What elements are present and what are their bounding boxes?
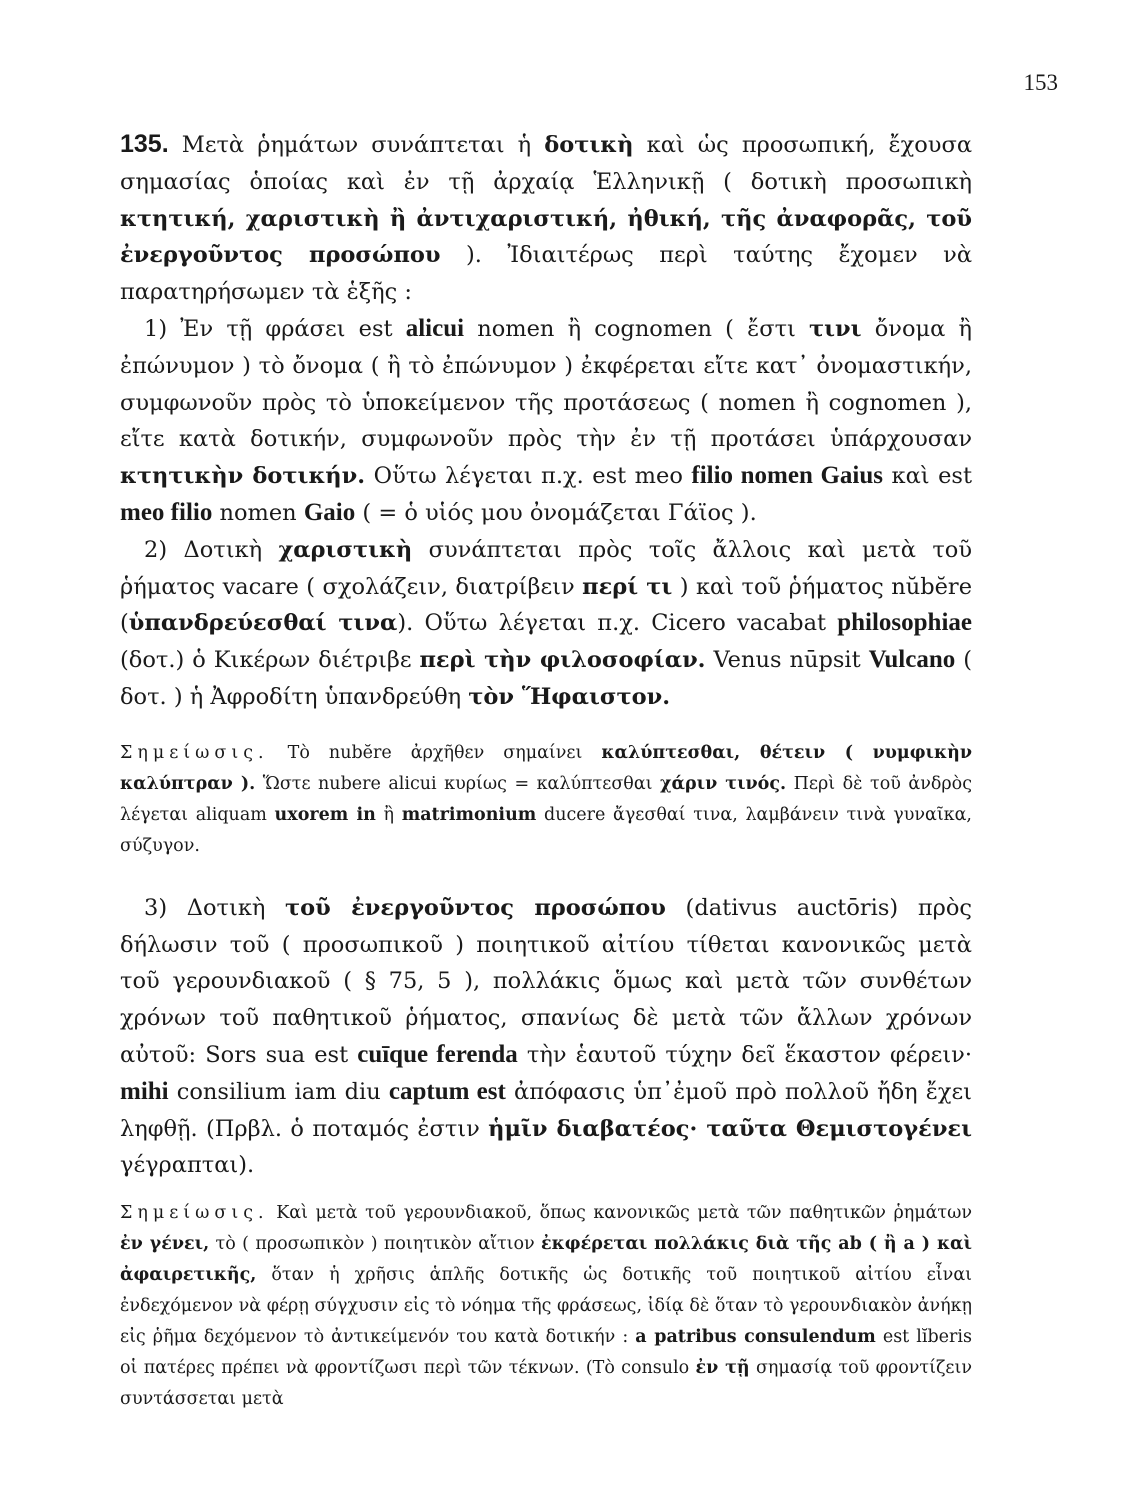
paragraph-3 [120, 890, 972, 1184]
bold-term: a patribus consulendum [635, 1327, 876, 1348]
text-run: (δοτ.) ὁ Κικέρων διέτριβε [120, 647, 420, 674]
bold-term: τὸν Ἥφαιστον. [468, 683, 671, 710]
text-run: Ὥστε nubere alicui κυρίως = καλύπτεσθαι [255, 773, 661, 794]
text-run: Τὸ nubĕre ἀρχῆθεν σημαίνει [268, 742, 602, 763]
text-run: Περὶ δὲ τοῦ ἀνδρὸς λέγεται aliquam [120, 773, 973, 825]
text-run: est lĭberis οἱ πατέρες πρέπει νὰ φροντίζωσι περὶ τῶν τέκνων. (Τὸ consulo [120, 1327, 972, 1379]
bold-term: cuīque ferenda [357, 1040, 518, 1068]
bold-term: χάριν τινός. [660, 773, 787, 794]
text-run: ducere ἄγεσθαί τινα, λαμβάνειν τινὰ γυναῖκα, σύζυγον. [120, 804, 972, 856]
note-2 [120, 1198, 972, 1415]
main-text [120, 126, 972, 716]
bold-term: alicui [405, 314, 465, 342]
bold-term: κτητική, χαριστικὴ ἢ ἀντιχαριστική, ἠθική, τῆς ἀναφορᾶς, τοῦ ἐνεργοῦντος προσώπου [120, 205, 972, 269]
text-run: γέγραπται). [120, 1152, 255, 1179]
text-run: Καὶ μετὰ τοῦ γερουνδιακοῦ, ὅπως κανονικῶς μετὰ τῶν παθητικῶν ῥημάτων [268, 1203, 972, 1224]
bold-term: χαριστικὴ [278, 536, 413, 563]
note-1 [120, 738, 972, 862]
bold-term: ἐν γένει, [120, 1234, 210, 1255]
text-run: consilium iam diu [168, 1078, 389, 1105]
paragraph-1 [120, 311, 972, 532]
text-run: ὄνομα ἢ ἐπώνυμον ) τὸ ὄνομα ( ἢ τὸ ἐπώνυμον ) ἐκφέρεται εἴτε κατ᾽ ὀνομαστικήν, συμφωνοῦν πρὸς τὸ ὑποκείμενον τῆς προτάσεως ( nomen ἢ cognomen ), εἴτε κατὰ δοτικήν, συμφωνοῦν πρὸς τὴν ἐν τῇ προτάσει ὑπάρχουσαν [120, 315, 972, 453]
text-run: 1) Ἐν τῇ φράσει est [144, 315, 406, 342]
page-number: 153 [1023, 70, 1058, 95]
bold-term: καλύπτεσθαι, θέτειν ( νυμφικὴν καλύπτραν ). [120, 742, 972, 794]
bold-term: matrimonium [401, 804, 537, 825]
bold-term: mihi [120, 1077, 169, 1105]
text-run: τὸ ( προσωπικὸν ) ποιητικὸν αἴτιον [209, 1234, 542, 1255]
text-run: Μετὰ ῥημάτων συνάπτεται ἡ [181, 132, 545, 158]
note-heading: Σημείωσις. [120, 742, 269, 763]
bold-term: uxorem in [274, 804, 376, 825]
bold-term: ἐν τῇ [695, 1358, 750, 1379]
bold-term: ὑπανδρεύεσθαί τινα [128, 610, 398, 637]
text-run: ὅταν ἡ χρῆσις ἁπλῆς δοτικῆς ὡς δοτικῆς τοῦ ποιητικοῦ αἰτίου εἶναι ἐνδεχόμενον νὰ φέρῃ σύγχυσιν εἰς τὸ νόημα τῆς φράσεως, ἰδίᾳ δὲ ὅταν τὸ γερουνδιακὸν ἀνήκῃ εἰς ῥῆμα δεχόμενον τὸ ἀντικείμενόν του κατὰ δοτικήν : [120, 1265, 972, 1348]
paragraph-2 [120, 532, 972, 716]
bold-term: meo filio [120, 498, 213, 526]
text-run: ( δοτ. ) ἡ Ἀφροδίτη ὑπανδρεύθη [120, 647, 972, 710]
bold-term: Gaio [303, 498, 356, 526]
text-run: ἢ [375, 804, 402, 825]
text-run: ). Ἰδιαιτέρως περὶ ταύτης ἔχομεν νὰ παρατηρήσωμεν τὰ ἑξῆς : [120, 242, 973, 306]
bold-term: περί τι [582, 573, 673, 600]
text-run: Venus nūpsit [705, 647, 869, 674]
bold-term: τινι [809, 315, 862, 342]
text-column [120, 126, 972, 1415]
bold-term: filio nomen Gaius [691, 462, 883, 490]
bold-term: περὶ τὴν φιλοσοφίαν. [419, 647, 706, 674]
main-text-2 [120, 890, 972, 1184]
bold-term: Vulcano [868, 646, 956, 674]
text-run: 2) Δοτικὴ [144, 536, 279, 563]
section-number: 135. [120, 130, 169, 158]
text-run: 3) Δοτικὴ [144, 894, 286, 921]
text-run: nomen ἢ cognomen ( ἔστι [464, 315, 810, 342]
paragraph-intro [120, 126, 972, 311]
bold-term: ἐκφέρεται πολλάκις διὰ τῆς ab ( ἢ a ) καὶ ἀφαιρετικῆς, [120, 1234, 972, 1286]
text-run: ( = ὁ υἱός μου ὀνομάζεται Γάϊος ). [355, 499, 757, 526]
bold-term: captum est [388, 1077, 506, 1105]
bold-term: τοῦ ἐνεργοῦντος προσώπου [285, 894, 666, 921]
text-run: σημασίᾳ τοῦ φροντίζειν συντάσσεται μετὰ [120, 1358, 972, 1410]
text-run: ἀπόφασις ὑπ᾽ἐμοῦ πρὸ πολλοῦ ἤδη ἔχει ληφθῇ. (Πρβλ. ὁ ποταμός ἐστιν [120, 1078, 972, 1142]
bold-term: ἡμῖν διαβατέος· ταῦτα Θεμιστογένει [488, 1115, 972, 1142]
text-run: (dativus auctōris) πρὸς δήλωσιν τοῦ ( προσωπικοῦ ) ποιητικοῦ αἰτίου τίθεται κανονικῶς μετὰ τοῦ γερουνδιακοῦ ( § 75, 5 ), πολλάκις ὅμως καὶ μετὰ τῶν συνθέτων χρόνων τοῦ παθητικοῦ ῥήματος, σπανίως δὲ μετὰ τῶν ἄλλων χρόνων αὐτοῦ: Sors sua est [120, 894, 972, 1068]
bold-term: δοτικὴ [544, 132, 634, 158]
text-run: συνάπτεται πρὸς τοῖς ἄλλοις καὶ μετὰ τοῦ ῥήματος vacare ( σχολάζειν, διατρίβειν [120, 536, 972, 600]
text-run: ) καὶ τοῦ ῥήματος nŭbĕre ( [120, 573, 973, 637]
text-run: καὶ ὡς προσωπική, ἔχουσα σημασίας ὁποίας καὶ ἐν τῇ ἀρχαίᾳ Ἑλληνικῇ ( δοτικὴ προσωπικὴ [120, 132, 973, 195]
text-run: καὶ est [883, 463, 972, 490]
text-run: τὴν ἑαυτοῦ τύχην δεῖ ἕκαστον φέρειν· [517, 1041, 972, 1068]
bold-term: philosophiae [837, 609, 972, 637]
bold-term: κτητικὴν δοτικήν. [120, 463, 366, 490]
text-run: ). Οὕτω λέγεται π.χ. Cicero vacabat [397, 610, 838, 637]
text-run: Οὕτω λέγεται π.χ. est meo [365, 463, 692, 490]
note-heading: Σημείωσις. [120, 1203, 269, 1224]
text-run: nomen [212, 499, 304, 526]
